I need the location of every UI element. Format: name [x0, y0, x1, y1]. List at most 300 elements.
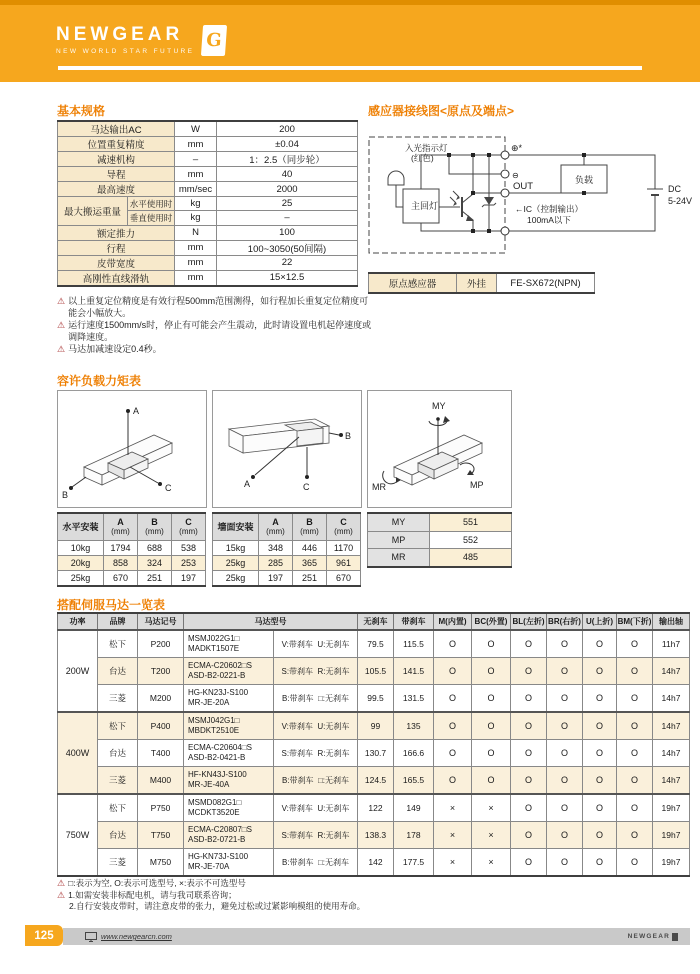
spec-row: [58, 152, 358, 167]
option-mark-cell: O: [617, 794, 653, 822]
spec-value-cell: 22: [217, 255, 358, 270]
motor-code-cell: T400: [138, 740, 184, 767]
spec-label: 导程: [58, 167, 175, 182]
spec-value-cell: 100~3050(50间隔): [217, 240, 358, 255]
no-brake-cell: 105.5: [358, 658, 394, 685]
moment-label: MR: [368, 549, 430, 567]
col-header: B (mm): [138, 513, 172, 541]
output-shaft-cell: 14h7: [653, 767, 690, 795]
load-diagram-moments: [367, 390, 512, 508]
spec-unit-cell: mm: [175, 270, 217, 286]
col-header: 带刹车: [394, 613, 434, 630]
moment-label-mr: MR: [372, 482, 386, 492]
note-text: 运行速度1500mm/s时，停止有可能会产生震动，此时请设置电机起停速度或调降速度。: [68, 320, 372, 342]
row-label: 10kg: [58, 541, 104, 556]
col-header: U(上折): [583, 613, 617, 630]
option-mark-cell: O: [547, 685, 583, 713]
wall-mount-table: [212, 512, 361, 587]
row-label: 20kg: [58, 556, 104, 571]
brand-cell: 三菱: [98, 685, 138, 713]
page-number-tab: [25, 925, 63, 946]
axis-label-c: C: [165, 483, 172, 493]
brand-cell: 台达: [98, 740, 138, 767]
note-text: 以上重复定位精度是有效行程500mm范围测得，如行程加长重复定位精度可能会小幅放大。: [68, 296, 369, 318]
spec-label: 位置重复精度: [58, 137, 175, 152]
with-brake-cell: 141.5: [394, 658, 434, 685]
no-brake-cell: 130.7: [358, 740, 394, 767]
no-brake-cell: 99.5: [358, 685, 394, 713]
with-brake-cell: 166.6: [394, 740, 434, 767]
power-cell: 200W: [58, 630, 98, 712]
col-header: 无刹车: [358, 613, 394, 630]
col-header: BM(下折): [617, 613, 653, 630]
col-header: 马达记号: [138, 613, 184, 630]
option-mark-cell: O: [617, 658, 653, 685]
brake-note-cell: V:带刹车 U:无刹车: [274, 794, 358, 822]
no-brake-cell: 122: [358, 794, 394, 822]
value-cell: 197: [259, 571, 293, 587]
header-divider-line: [58, 66, 642, 70]
value-cell: 324: [138, 556, 172, 571]
option-mark-cell: O: [583, 767, 617, 795]
warning-icon: ⚠: [57, 344, 66, 354]
table-row: [369, 273, 595, 293]
spec-value-cell: 200: [217, 121, 358, 137]
option-mark-cell: O: [583, 685, 617, 713]
power-cell: 750W: [58, 794, 98, 876]
brake-note-cell: V:带刹车 U:无刹车: [274, 630, 358, 658]
warning-icon: ⚠: [57, 878, 66, 888]
col-header: A (mm): [259, 513, 293, 541]
col-header: BC(外置): [472, 613, 511, 630]
footer-brand-icon: [672, 933, 678, 941]
ic-note-label: ←IC（控制输出）: [515, 204, 584, 214]
option-mark-cell: ×: [472, 849, 511, 877]
dc-range-label: 5-24V: [668, 196, 693, 206]
axis-label-a: A: [244, 479, 251, 489]
option-mark-cell: O: [547, 849, 583, 877]
option-mark-cell: O: [583, 794, 617, 822]
motor-model-cell: ECMA-C20807□S ASD-B2-0721-B: [184, 822, 274, 849]
motor-model-cell: HF-KN43J-S100 MR-JE-40A: [184, 767, 274, 795]
option-mark-cell: O: [617, 630, 653, 658]
output-shaft-cell: 19h7: [653, 849, 690, 877]
page-number: 125: [34, 929, 54, 942]
load-diagram-wall: [212, 390, 362, 508]
note-line: [57, 344, 375, 356]
col-header: C (mm): [172, 513, 206, 541]
spec-row: [58, 137, 358, 152]
option-mark-cell: O: [617, 822, 653, 849]
spec-row: [58, 240, 358, 255]
motor-row: [58, 658, 690, 685]
spec-label: 最高速度: [58, 182, 175, 197]
option-mark-cell: O: [511, 685, 547, 713]
spec-unit-cell: N: [175, 225, 217, 240]
option-mark-cell: O: [511, 822, 547, 849]
table-row: [58, 541, 206, 556]
option-mark-cell: O: [472, 630, 511, 658]
option-mark-cell: O: [511, 630, 547, 658]
value-cell: 858: [104, 556, 138, 571]
row-label: 25kg: [213, 556, 259, 571]
moment-capacity-table: [367, 512, 512, 568]
option-mark-cell: O: [547, 767, 583, 795]
option-mark-cell: O: [511, 712, 547, 740]
motor-code-cell: M400: [138, 767, 184, 795]
spec-unit-cell: kg: [175, 197, 217, 211]
spec-value-cell: –: [217, 211, 358, 225]
col-header: BL(左折): [511, 613, 547, 630]
value-cell: 688: [138, 541, 172, 556]
motor-model-cell: HG-KN23J-S100 MR-JE-20A: [184, 685, 274, 713]
option-mark-cell: ×: [434, 794, 472, 822]
spec-sublabel: 垂直使用时: [128, 211, 175, 225]
brand-tagline: NEW WORLD STAR FUTURE: [56, 48, 195, 55]
col-header: B (mm): [293, 513, 327, 541]
footer-brand: [628, 933, 678, 941]
motor-model-cell: MSMD082G1□ MCDKT3520E: [184, 794, 274, 822]
brand-cell: 松下: [98, 630, 138, 658]
brand-cell: 台达: [98, 658, 138, 685]
spec-unit-cell: kg: [175, 211, 217, 225]
monitor-icon: [85, 932, 97, 942]
horizontal-mount-table: [57, 512, 206, 587]
motor-row: [58, 794, 690, 822]
output-shaft-cell: 11h7: [653, 630, 690, 658]
value-cell: 961: [327, 556, 361, 571]
row-label: 25kg: [58, 571, 104, 587]
load-diagram-horizontal: [57, 390, 207, 508]
option-mark-cell: O: [617, 849, 653, 877]
warning-icon: ⚠: [57, 296, 66, 306]
value-cell: 365: [293, 556, 327, 571]
note-line: [57, 320, 375, 343]
motor-row: [58, 740, 690, 767]
spec-unit-cell: –: [175, 152, 217, 167]
section-title-wiring: 感应器接线图<原点及端点>: [368, 104, 515, 118]
note-line: [57, 890, 617, 902]
load-box-label: 负载: [574, 175, 594, 185]
with-brake-cell: 177.5: [394, 849, 434, 877]
value-cell: 285: [259, 556, 293, 571]
option-mark-cell: O: [547, 658, 583, 685]
option-mark-cell: O: [583, 712, 617, 740]
note-text: 2.自行安装皮带时，请注意皮带的张力，避免过松或过紧影响模组的使用寿命。: [69, 901, 366, 911]
table-row: [213, 556, 361, 571]
with-brake-cell: 149: [394, 794, 434, 822]
brand-cell: 松下: [98, 712, 138, 740]
note-line: [57, 296, 375, 319]
moment-label-mp: MP: [470, 480, 484, 490]
value-cell: 538: [172, 541, 206, 556]
moment-value: 551: [430, 513, 512, 531]
main-circuit-label: 主回灯: [411, 201, 439, 211]
brake-note-cell: S:带刹车 R:无刹车: [274, 740, 358, 767]
moment-label: MY: [368, 513, 430, 531]
option-mark-cell: O: [547, 794, 583, 822]
motor-code-cell: M200: [138, 685, 184, 713]
option-mark-cell: O: [472, 685, 511, 713]
note-text: □:表示为空, O:表示可选型号, ×:表示不可选型号: [68, 878, 246, 888]
col-header: 输出轴: [653, 613, 690, 630]
footer-bar: [63, 928, 690, 945]
col-header: 墙面安装: [213, 513, 259, 541]
spec-label: 最大搬运重量: [58, 197, 128, 226]
warning-icon: ⚠: [57, 320, 66, 330]
col-header: 水平安装: [58, 513, 104, 541]
option-mark-cell: O: [583, 822, 617, 849]
table-row: [213, 571, 361, 587]
value-cell: 670: [104, 571, 138, 587]
brand-cell: 台达: [98, 822, 138, 849]
sensor-mount-cell: 外挂: [457, 273, 497, 293]
spec-row: [58, 182, 358, 197]
option-mark-cell: ×: [472, 794, 511, 822]
brake-note-cell: V:带刹车 U:无刹车: [274, 712, 358, 740]
output-shaft-cell: 19h7: [653, 794, 690, 822]
value-cell: 670: [327, 571, 361, 587]
spec-sublabel: 水平使用时: [128, 197, 175, 211]
spec-unit-cell: mm: [175, 137, 217, 152]
spec-row: [58, 121, 358, 137]
row-label: 25kg: [213, 571, 259, 587]
row-label: 15kg: [213, 541, 259, 556]
table-row: [213, 541, 361, 556]
no-brake-cell: 142: [358, 849, 394, 877]
note-text: 1.如需安装非标配电机，请与我司联系咨询；: [68, 889, 237, 900]
brand-cell: 三菱: [98, 849, 138, 877]
spec-unit-cell: mm: [175, 255, 217, 270]
option-mark-cell: O: [472, 740, 511, 767]
with-brake-cell: 131.5: [394, 685, 434, 713]
option-mark-cell: O: [434, 740, 472, 767]
option-mark-cell: O: [434, 712, 472, 740]
spec-value-cell: 40: [217, 167, 358, 182]
option-mark-cell: O: [511, 767, 547, 795]
ic-current-label: 100mA以下: [527, 215, 571, 225]
spec-label: 马达输出AC: [58, 121, 175, 137]
spec-value-cell: 15×12.5: [217, 270, 358, 286]
option-mark-cell: O: [472, 712, 511, 740]
option-mark-cell: O: [583, 849, 617, 877]
value-cell: 251: [138, 571, 172, 587]
option-mark-cell: O: [583, 630, 617, 658]
brake-note-cell: B:带刹车 □:无刹车: [274, 849, 358, 877]
spec-value-cell: 2000: [217, 182, 358, 197]
motor-code-cell: T750: [138, 822, 184, 849]
motor-code-cell: T200: [138, 658, 184, 685]
spec-label: 皮带宽度: [58, 255, 175, 270]
value-cell: 1794: [104, 541, 138, 556]
spec-row: [58, 225, 358, 240]
power-cell: 400W: [58, 712, 98, 794]
option-mark-cell: O: [511, 794, 547, 822]
table-row: [58, 556, 206, 571]
option-mark-cell: ×: [472, 822, 511, 849]
spec-value-cell: 25: [217, 197, 358, 211]
spec-value-cell: ±0.04: [217, 137, 358, 152]
motor-model-cell: ECMA-C20604□S ASD-B2-0421-B: [184, 740, 274, 767]
option-mark-cell: O: [472, 658, 511, 685]
motor-model-cell: HG-KN73J-S100 MR-JE-70A: [184, 849, 274, 877]
moment-label: MP: [368, 531, 430, 549]
with-brake-cell: 165.5: [394, 767, 434, 795]
moment-value: 485: [430, 549, 512, 567]
motor-row: [58, 849, 690, 877]
sensor-name-cell: 原点感应器: [369, 273, 457, 293]
motor-row: [58, 630, 690, 658]
header-row: [213, 513, 361, 541]
output-shaft-cell: 14h7: [653, 712, 690, 740]
motor-row: [58, 685, 690, 713]
motor-model-cell: MSMJ042G1□ MBDKT2510E: [184, 712, 274, 740]
option-mark-cell: O: [617, 740, 653, 767]
option-mark-cell: O: [617, 685, 653, 713]
brand-logo: [56, 25, 226, 56]
table-row: [368, 531, 512, 549]
axis-label-c: C: [303, 482, 310, 492]
sensor-model-cell: FE-SX672(NPN): [497, 273, 595, 293]
motor-code-cell: P400: [138, 712, 184, 740]
option-mark-cell: O: [547, 822, 583, 849]
option-mark-cell: O: [434, 767, 472, 795]
servo-motor-table: [57, 612, 690, 877]
axis-label-a: A: [133, 406, 140, 416]
motor-code-cell: P750: [138, 794, 184, 822]
brand-logo-icon: G: [201, 25, 227, 56]
spec-value-cell: 1：2.5（同步轮）: [217, 152, 358, 167]
value-cell: 348: [259, 541, 293, 556]
output-shaft-cell: 14h7: [653, 740, 690, 767]
brake-note-cell: S:带刹车 R:无刹车: [274, 822, 358, 849]
col-header: 品牌: [98, 613, 138, 630]
table-row: [368, 513, 512, 531]
col-header: C (mm): [327, 513, 361, 541]
motor-model-cell: ECMA-C20602□S ASD-B2-0221-B: [184, 658, 274, 685]
option-mark-cell: O: [511, 740, 547, 767]
footer-brand-name: NEWGEAR: [627, 933, 670, 940]
with-brake-cell: 135: [394, 712, 434, 740]
spec-unit-cell: W: [175, 121, 217, 137]
value-cell: 197: [172, 571, 206, 587]
output-shaft-cell: 14h7: [653, 685, 690, 713]
spec-label: 行程: [58, 240, 175, 255]
col-header: M(内置): [434, 613, 472, 630]
no-brake-cell: 124.5: [358, 767, 394, 795]
note-line: [57, 878, 617, 890]
col-header: A (mm): [104, 513, 138, 541]
table-row: [368, 549, 512, 567]
spec-value-cell: 100: [217, 225, 358, 240]
header-top-strip: [0, 0, 700, 5]
option-mark-cell: O: [547, 630, 583, 658]
motor-row: [58, 712, 690, 740]
spec-unit-cell: mm: [175, 240, 217, 255]
col-header: 功率: [58, 613, 98, 630]
spec-row: [58, 197, 358, 211]
note-line: [69, 901, 617, 912]
value-cell: 253: [172, 556, 206, 571]
option-mark-cell: O: [511, 658, 547, 685]
value-cell: 251: [293, 571, 327, 587]
dc-label: DC: [668, 184, 681, 194]
page-header: [0, 0, 700, 82]
note-text: 马达加减速设定0.4秒。: [68, 344, 162, 354]
option-mark-cell: O: [583, 658, 617, 685]
brand-name: NEWGEAR: [56, 24, 184, 45]
no-brake-cell: 99: [358, 712, 394, 740]
header-row: [58, 513, 206, 541]
option-mark-cell: O: [511, 849, 547, 877]
axis-label-b: B: [345, 431, 352, 441]
basic-spec-table: [57, 120, 358, 287]
origin-sensor-table: [368, 272, 595, 294]
option-mark-cell: O: [617, 712, 653, 740]
brand-cell: 三菱: [98, 767, 138, 795]
brake-note-cell: B:带刹车 □:无刹车: [274, 685, 358, 713]
option-mark-cell: O: [547, 712, 583, 740]
section-title-servo-motor: 搭配伺服马达一览表: [57, 598, 166, 612]
motor-code-cell: M750: [138, 849, 184, 877]
lamp-label: 入光指示灯: [405, 143, 448, 153]
value-cell: 1170: [327, 541, 361, 556]
col-header: BR(右折): [547, 613, 583, 630]
brake-note-cell: B:带刹车 □:无刹车: [274, 767, 358, 795]
brake-note-cell: S:带刹车 R:无刹车: [274, 658, 358, 685]
option-mark-cell: O: [434, 630, 472, 658]
spec-row: [58, 270, 358, 286]
table-row: [58, 571, 206, 587]
spec-label: 高刚性直线滑轨: [58, 270, 175, 286]
minus-terminal-label: ⊖: [512, 171, 519, 180]
spec-unit-cell: mm/sec: [175, 182, 217, 197]
spec-row: [58, 255, 358, 270]
section-title-load-moment: 容许负载力矩表: [57, 374, 142, 388]
brand-cell: 松下: [98, 794, 138, 822]
option-mark-cell: O: [472, 767, 511, 795]
no-brake-cell: 79.5: [358, 630, 394, 658]
output-shaft-cell: 19h7: [653, 822, 690, 849]
motor-code-cell: P200: [138, 630, 184, 658]
axis-label-b: B: [62, 490, 69, 500]
spec-label: 减速机构: [58, 152, 175, 167]
option-mark-cell: O: [434, 685, 472, 713]
option-mark-cell: ×: [434, 849, 472, 877]
header-row: [58, 613, 690, 630]
option-mark-cell: O: [547, 740, 583, 767]
option-mark-cell: O: [434, 658, 472, 685]
warning-icon: ⚠: [57, 889, 66, 900]
out-terminal-label: OUT: [513, 181, 534, 192]
motor-model-cell: MSMJ022G1□ MADKT1507E: [184, 630, 274, 658]
output-shaft-cell: 14h7: [653, 658, 690, 685]
sensor-wiring-diagram: [365, 127, 695, 267]
spec-unit-cell: mm: [175, 167, 217, 182]
website-link[interactable]: www.newgearcn.com: [101, 932, 172, 941]
moment-label-my: MY: [432, 401, 446, 411]
lamp-color-label: (红色): [411, 153, 434, 163]
col-header: 马达型号: [184, 613, 358, 630]
option-mark-cell: ×: [434, 822, 472, 849]
plus-terminal-label: ⊕*: [511, 143, 523, 153]
spec-row: [58, 167, 358, 182]
section-title-basic-specs: 基本规格: [57, 104, 106, 118]
option-mark-cell: O: [583, 740, 617, 767]
motor-notes: [57, 878, 617, 912]
moment-value: 552: [430, 531, 512, 549]
no-brake-cell: 138.3: [358, 822, 394, 849]
